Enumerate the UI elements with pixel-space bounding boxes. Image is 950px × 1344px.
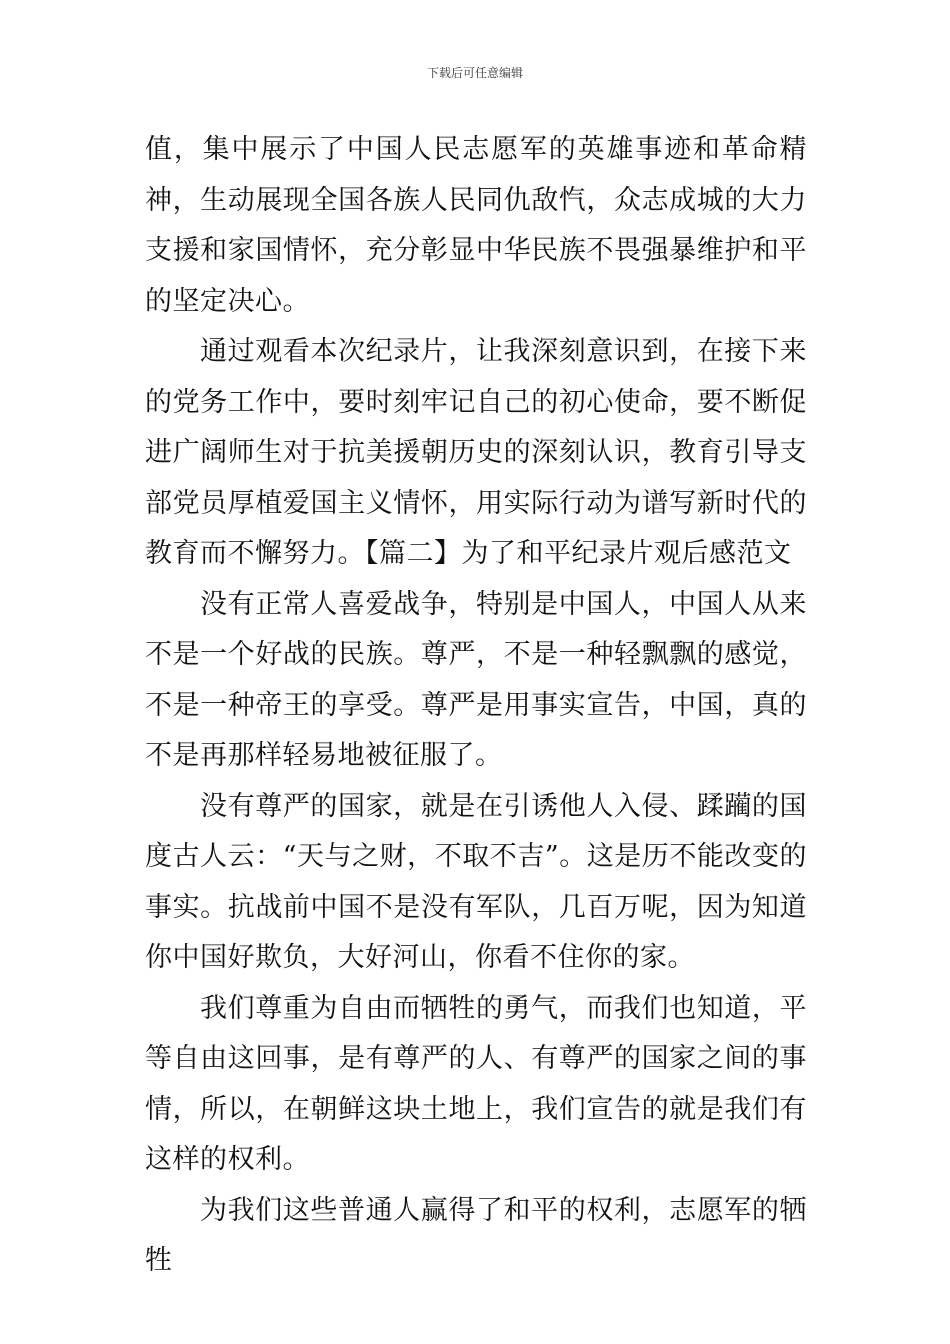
paragraph: 没有尊严的国家，就是在引诱他人入侵、蹂躏的国度古人云：“天与之财，不取不吉”。这是历不能改变的事实。抗战前中国不是没有军队，几百万呢，因为知道你中国好欺负，大好河山，你看不住你的家。 — [145, 790, 807, 973]
body-text — [145, 125, 807, 1287]
paragraph: 没有正常人喜爱战争，特别是中国人，中国人从来不是一个好战的民族。尊严，不是一种轻飘飘的感觉，不是一种帝王的享受。尊严是用事实宣告，中国，真的不是再那样轻易地被征服了。 — [145, 588, 807, 771]
header-watermark: 下载后可任意编辑 — [426, 66, 523, 80]
paragraph: 我们尊重为自由而牺牲的勇气，而我们也知道，平等自由这回事，是有尊严的人、有尊严的国家之间的事情，所以，在朝鲜这块土地上，我们宣告的就是我们有这样的权利。 — [145, 992, 807, 1175]
paragraph: 通过观看本次纪录片，让我深刻意识到，在接下来的党务工作中，要时刻牢记自己的初心使命，要不断促进广阔师生对于抗美援朝历史的深刻认识，教育引导支部党员厚植爱国主义情怀，用实际行动为谱写新时代的教育而不懈努力。【篇二】为了和平纪录片观后感范文 — [145, 336, 807, 569]
paragraph-continuation: 值，集中展示了中国人民志愿军的英雄事迹和革命精神，生动展现全国各族人民同仇敌忾，众志成城的大力支援和家国情怀，充分彰显中华民族不畏强暴维护和平的坚定决心。 — [145, 134, 807, 317]
paragraph: 为我们这些普通人赢得了和平的权利，志愿军的牺牲 — [145, 1194, 807, 1276]
